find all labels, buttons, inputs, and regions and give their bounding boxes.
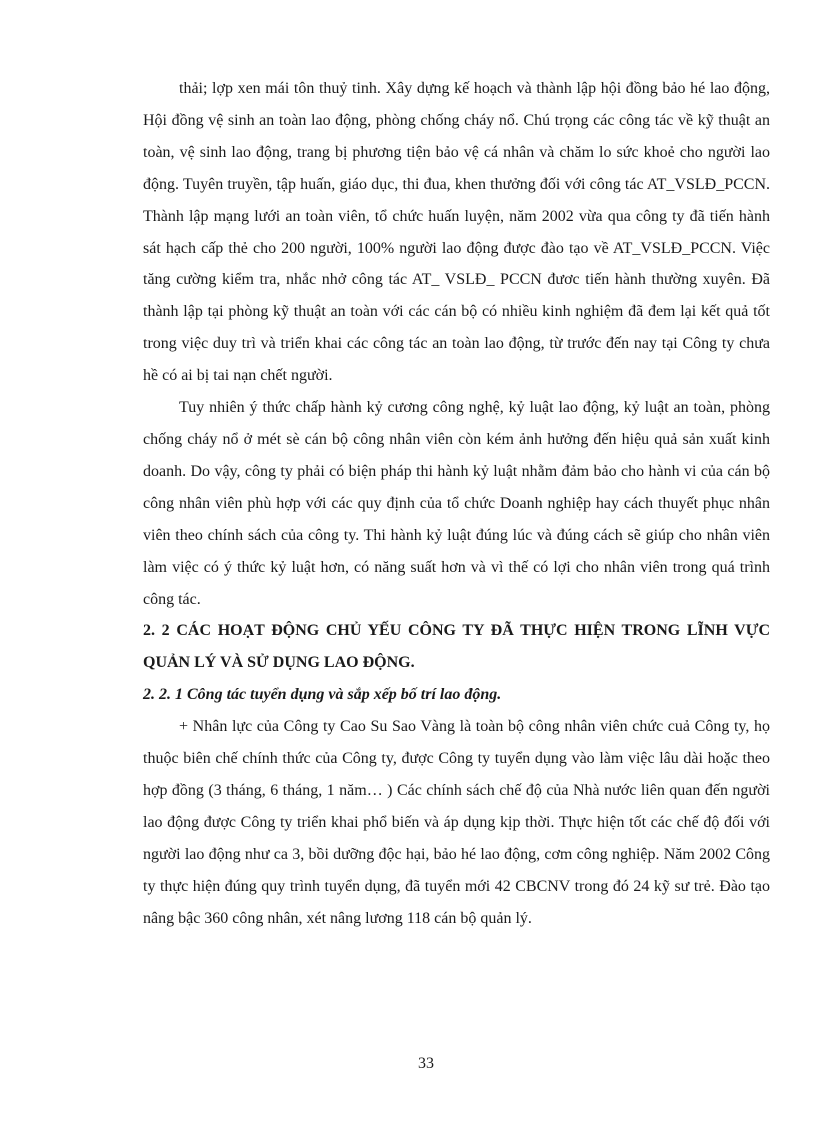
- subsection-heading-2-2-1: 2. 2. 1 Công tác tuyển dụng và sắp xếp bố trí lao động.: [143, 686, 502, 704]
- paragraph-discipline: Tuy nhiên ý thức chấp hành kỷ cương công nghệ, kỷ luật lao động, kỷ luật an toàn, phòng chống cháy nổ ở mét sè cán bộ công nhân viên còn kém ảnh hưởng đến hiệu quả sản xuất kinh doanh. Do vậy, công ty phải có biện pháp thi hành kỷ luật nhằm đảm bảo cho hành vi của cán bộ công nhân viên phù hợp với các quy định của tổ chức Doanh nghiệp hay cách thuyết phục nhân viên theo chính sách của công ty. Thi hành kỷ luật đúng lúc và đúng cách sẽ giúp cho nhân viên làm việc có ý thức kỷ luật hơn, có năng suất hơn và vì thế có lợi cho nhân viên trong quá trình công tác.: [143, 399, 770, 608]
- section-heading-2-2: 2. 2 CÁC HOẠT ĐỘNG CHỦ YẾU CÔNG TY ĐÃ THỰC HIỆN TRONG LĨNH VỰC QUẢN LÝ VÀ SỬ DỤNG LAO ĐỘNG.: [143, 622, 770, 672]
- page-number: 33: [418, 1055, 434, 1072]
- paragraph-recruitment: + Nhân lực của Công ty Cao Su Sao Vàng là toàn bộ công nhân viên chức cuả Công ty, họ thuộc biên chế chính thức của Công ty, được Công ty tuyển dụng vào làm việc lâu dài hoặc theo hợp đồng (3 tháng, 6 tháng, 1 năm… ) Các chính sách chế độ của Nhà nước liên quan đến người lao động được Công ty triển khai phổ biến và áp dụng kịp thời. Thực hiện tốt các chế độ đối với người lao động như ca 3, bồi dưỡng độc hại, bảo hé lao động, cơm công nghiệp. Năm 2002 Công ty thực hiện đúng quy trình tuyển dụng, đã tuyển mới 42 CBCNV trong đó 24 kỹ sư trẻ. Đào tạo nâng bậc 360 công nhân, xét nâng lương 118 cán bộ quản lý.: [143, 718, 770, 927]
- paragraph-safety-work: thải; lợp xen mái tôn thuỷ tinh. Xây dựng kế hoạch và thành lập hội đồng bảo hé lao động, Hội đồng vệ sinh an toàn lao động, phòng chống cháy nổ. Chú trọng các công tác về kỹ thuật an toàn, vệ sinh lao động, trang bị phương tiện bảo vệ cá nhân và chăm lo sức khoẻ cho người lao động. Tuyên truyền, tập huấn, giáo dục, thi đua, khen thưởng đối với công tác AT_VSLĐ_PCCN. Thành lập mạng lưới an toàn viên, tổ chức huấn luyện, năm 2002 vừa qua công ty đã tiến hành sát hạch cấp thẻ cho 200 người, 100% người lao động được đào tạo về AT_VSLĐ_PCCN. Việc tăng cường kiểm tra, nhắc nhở công tác AT_ VSLĐ_ PCCN đươc tiến hành thường xuyên. Đã thành lập tại phòng kỹ thuật an toàn với các cán bộ có nhiều kinh nghiệm đã đem lại kết quả tốt trong việc duy trì và triển khai các công tác an toàn lao động, từ trước đến nay tại Công ty chưa hề có ai bị tai nạn chết người.: [143, 80, 770, 385]
- document-body: [143, 73, 770, 934]
